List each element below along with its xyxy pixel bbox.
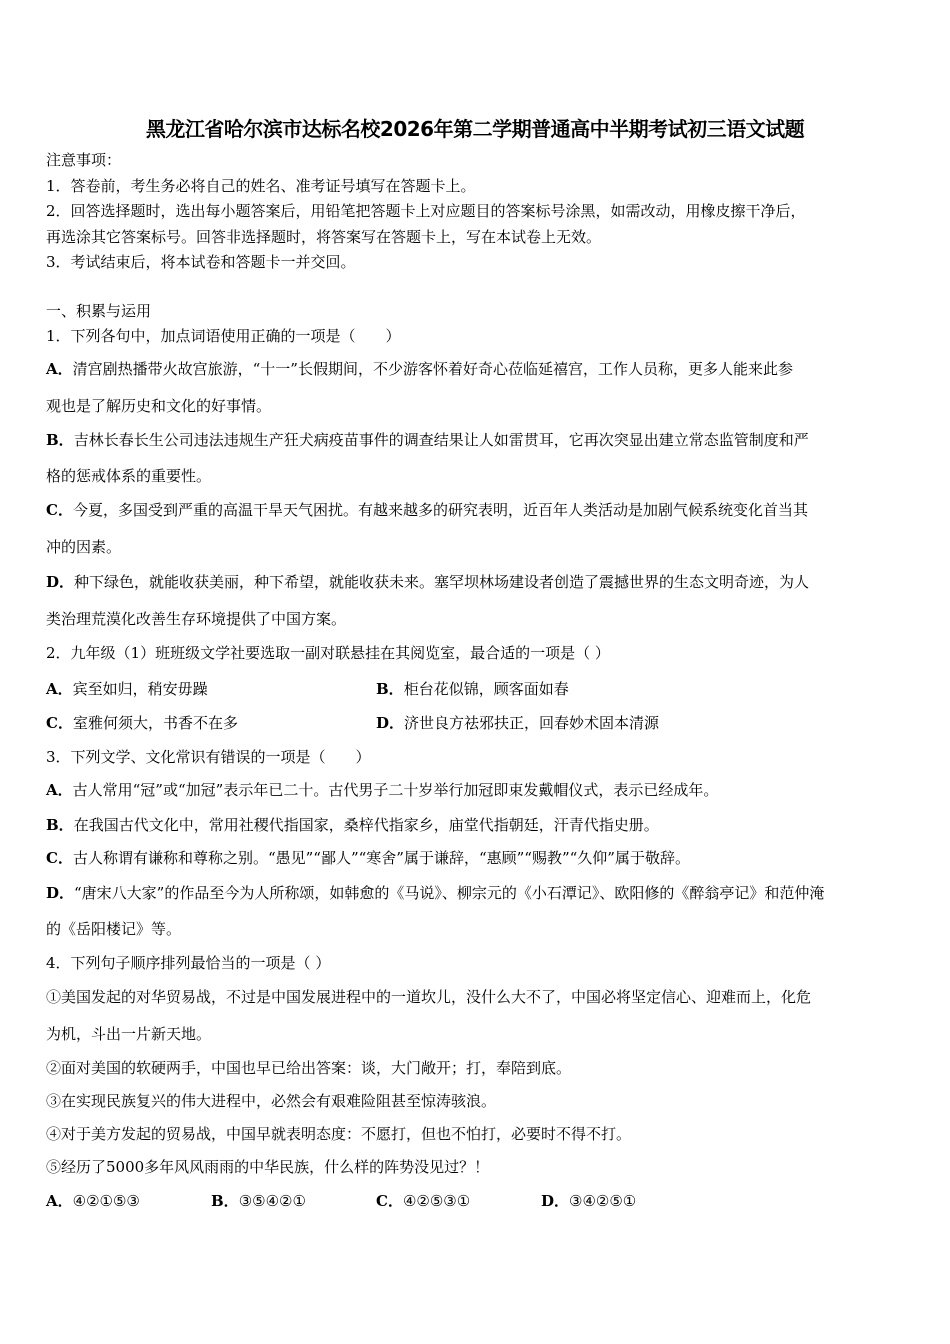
- option-text: ③④②⑤①: [569, 1192, 637, 1210]
- question-1-stem: 1．下列各句中，加点词语使用正确的一项是（ ）: [46, 327, 401, 345]
- option-label: D．: [46, 573, 75, 591]
- sentence-line: [46, 1024, 211, 1044]
- option-line: [46, 780, 718, 800]
- option-text: ④②⑤③①: [402, 1192, 471, 1210]
- option-text: ①美国发起的对华贸易战，不过是中国发展进程中的一道坎儿，没什么大不了，中国必将坚定信心、迎难而上，化危: [46, 988, 812, 1006]
- option-text: 古人常用“冠”或“加冠”表示年已二十。古代男子二十岁举行加冠即束发戴帽仪式，表示已经成年。: [72, 781, 719, 799]
- option-label: D．: [376, 714, 405, 732]
- option: [541, 1191, 636, 1211]
- notice-item: 1．答卷前，考生务必将自己的姓名、准考证号填写在答题卡上。: [46, 177, 476, 195]
- option-line: [46, 396, 271, 416]
- option-text: 为机，斗出一片新天地。: [46, 1025, 212, 1043]
- question-2-stem: 2．九年级（1）班班级文学社要选取一副对联悬挂在其阅览室，最合适的一项是（ ）: [46, 644, 610, 662]
- option-text: ②面对美国的软硬两手，中国也早已给出答案：谈，大门敞开；打，奉陪到底。: [46, 1059, 572, 1077]
- option-label: B．: [211, 1192, 239, 1210]
- option-label: B．: [46, 431, 74, 449]
- option-label: A．: [46, 680, 73, 698]
- option-line: [46, 815, 659, 835]
- option-text: 柜台花似锦，顾客面如春: [403, 680, 569, 698]
- option: [46, 679, 208, 699]
- page-title: 黑龙江省哈尔滨市达标名校2026年第二学期普通高中半期考试初三语文试题: [145, 117, 805, 141]
- option-label: A．: [46, 1192, 73, 1210]
- notice-item: 2．回答选择题时，选出每小题答案后，用铅笔把答题卡上对应题目的答案标号涂黑，如需改动，用橡皮擦干净后，: [46, 202, 806, 220]
- option-text: ④对于美方发起的贸易战，中国早就表明态度：不愿打，但也不怕打，必要时不得不打。: [46, 1125, 632, 1143]
- section-heading: 一、积累与运用: [46, 302, 152, 320]
- option-text: 古人称谓有谦称和尊称之别。“愚见”“鄙人”“寒舍”属于谦辞，“惠顾”“赐教”“久仰”属于敬辞。: [72, 849, 690, 867]
- option-label: D．: [541, 1192, 570, 1210]
- sentence-line: [46, 1157, 489, 1177]
- option-line: [46, 919, 181, 939]
- option-label: C．: [46, 501, 73, 519]
- option-text: 的《岳阳楼记》等。: [46, 920, 182, 938]
- option-label: C．: [46, 849, 73, 867]
- option-line: [46, 359, 793, 379]
- option-text: 济世良方祛邪扶正，回春妙术固本清源: [404, 714, 660, 732]
- option: [46, 713, 238, 733]
- option-label: D．: [46, 884, 75, 902]
- option-line: [46, 848, 690, 868]
- option: [46, 1191, 140, 1211]
- option-label: C．: [46, 714, 73, 732]
- option: [376, 713, 659, 733]
- option-text: 室雅何须大，书香不在多: [72, 714, 238, 732]
- option: [211, 1191, 306, 1211]
- option-text: 类治理荒漠化改善生存环境提供了中国方案。: [46, 610, 347, 628]
- option-text: ④②①⑤③: [72, 1192, 140, 1210]
- sentence-line: [46, 1058, 571, 1078]
- option-text: “唐宋八大家”的作品至今为人所称颂，如韩愈的《马说》、柳宗元的《小石潭记》、欧阳修的《醉翁亭记》和范仲淹: [74, 884, 825, 902]
- option: [376, 679, 569, 699]
- option-line: [46, 500, 808, 520]
- option-text: 冲的因素。: [46, 538, 122, 556]
- option-label: B．: [376, 680, 404, 698]
- sentence-line: [46, 987, 811, 1007]
- sentence-line: [46, 1124, 631, 1144]
- notice-heading: 注意事项：: [46, 151, 122, 169]
- question-3-stem: 3．下列文学、文化常识有错误的一项是（ ）: [46, 748, 371, 766]
- option-label: A．: [46, 360, 73, 378]
- option-line: [46, 537, 121, 557]
- option-text: 格的惩戒体系的重要性。: [46, 467, 212, 485]
- notice-item: 再选涂其它答案标号。回答非选择题时，将答案写在答题卡上，写在本试卷上无效。: [46, 228, 602, 246]
- option-line: [46, 572, 809, 592]
- notice-item: 3．考试结束后，将本试卷和答题卡一并交回。: [46, 253, 356, 271]
- option-text: 宾至如归，稍安毋躁: [72, 680, 208, 698]
- sentence-line: [46, 1091, 496, 1111]
- option-label: B．: [46, 816, 74, 834]
- option-text: 清宫剧热播带火故宫旅游，“十一”长假期间，不少游客怀着好奇心莅临延禧宫，工作人员称，更多人能来此参: [72, 360, 793, 378]
- option-text: 今夏，多国受到严重的高温干旱天气困扰。有越来越多的研究表明，近百年人类活动是加剧气候系统变化首当其: [72, 501, 808, 519]
- option-text: 观也是了解历史和文化的好事情。: [46, 397, 272, 415]
- option-text: 在我国古代文化中，常用社稷代指国家，桑梓代指家乡，庙堂代指朝廷，汗青代指史册。: [73, 816, 659, 834]
- option-text: 种下绿色，就能收获美丽，种下希望，就能收获未来。塞罕坝林场建设者创造了震撼世界的生态文明奇迹，为人: [74, 573, 810, 591]
- option-line: [46, 466, 211, 486]
- option-text: ⑤经历了5000多年风风雨雨的中华民族，什么样的阵势没见过？！: [46, 1158, 490, 1176]
- option-label: C．: [376, 1192, 403, 1210]
- option-text: ③⑤④②①: [238, 1192, 306, 1210]
- option: [376, 1191, 470, 1211]
- option-line: [46, 430, 809, 450]
- question-4-stem: 4．下列句子顺序排列最恰当的一项是（ ）: [46, 954, 331, 972]
- option-label: A．: [46, 781, 73, 799]
- option-text: ③在实现民族复兴的伟大进程中，必然会有艰难险阻甚至惊涛骇浪。: [46, 1092, 497, 1110]
- option-line: [46, 883, 824, 903]
- option-line: [46, 609, 346, 629]
- option-text: 吉林长春长生公司违法违规生产狂犬病疫苗事件的调查结果让人如雷贯耳，它再次突显出建立常态监管制度和严: [73, 431, 809, 449]
